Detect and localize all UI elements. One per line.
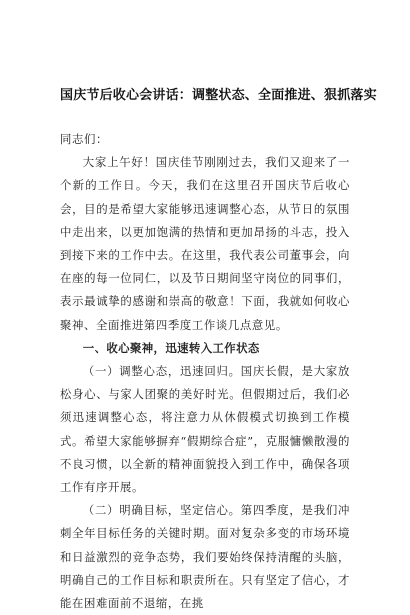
document-title: 国庆节后收心会讲话：调整状态、全面推进、狠抓落实 [60, 88, 377, 103]
salutation: 同志们： [60, 132, 108, 146]
sub-paragraph-1: （一）调整心态，迅速回归。国庆长假，是大家放松身心、与家人团聚的美好时光。但假期过后，我们必须迅速调整心态，将注意力从休假模式切换到工作模式。希望大家能够摒弃“假期综合症”，克服慵懒散漫的不良习惯，以全新的精神面貌投入到工作中，确保各项工作有序开展。 [60, 364, 350, 495]
section-heading: 一、收心聚神，迅速转入工作状态 [82, 340, 260, 355]
opening-paragraph: 大家上午好！国庆佳节刚刚过去，我们又迎来了一个新的工作日。今天，我们在这里召开国庆节后收心会，目的是希望大家能够迅速调整心态，从节日的氛围中走出来，以更加饱满的热情和更加昂扬的斗志，投入到接下来的工作中去。在这里，我代表公司董事会，向在座的每一位同仁，以及节日期间坚守岗位的同事们，表示最诚挚的感谢和崇高的敬意！下面，我就如何收心聚神、全面推进第四季度工作谈几点意见。 [60, 155, 350, 332]
document-body [60, 128, 350, 615]
sub-paragraph-2: （二）明确目标，坚定信心。第四季度，是我们冲刺全年目标任务的关键时期。面对复杂多变的市场环境和日益激烈的竞争态势，我们要始终保持清醒的头脑，明确自己的工作目标和职责所在。只有坚定了信心，才能在困难面前不退缩，在挑 [60, 503, 350, 611]
